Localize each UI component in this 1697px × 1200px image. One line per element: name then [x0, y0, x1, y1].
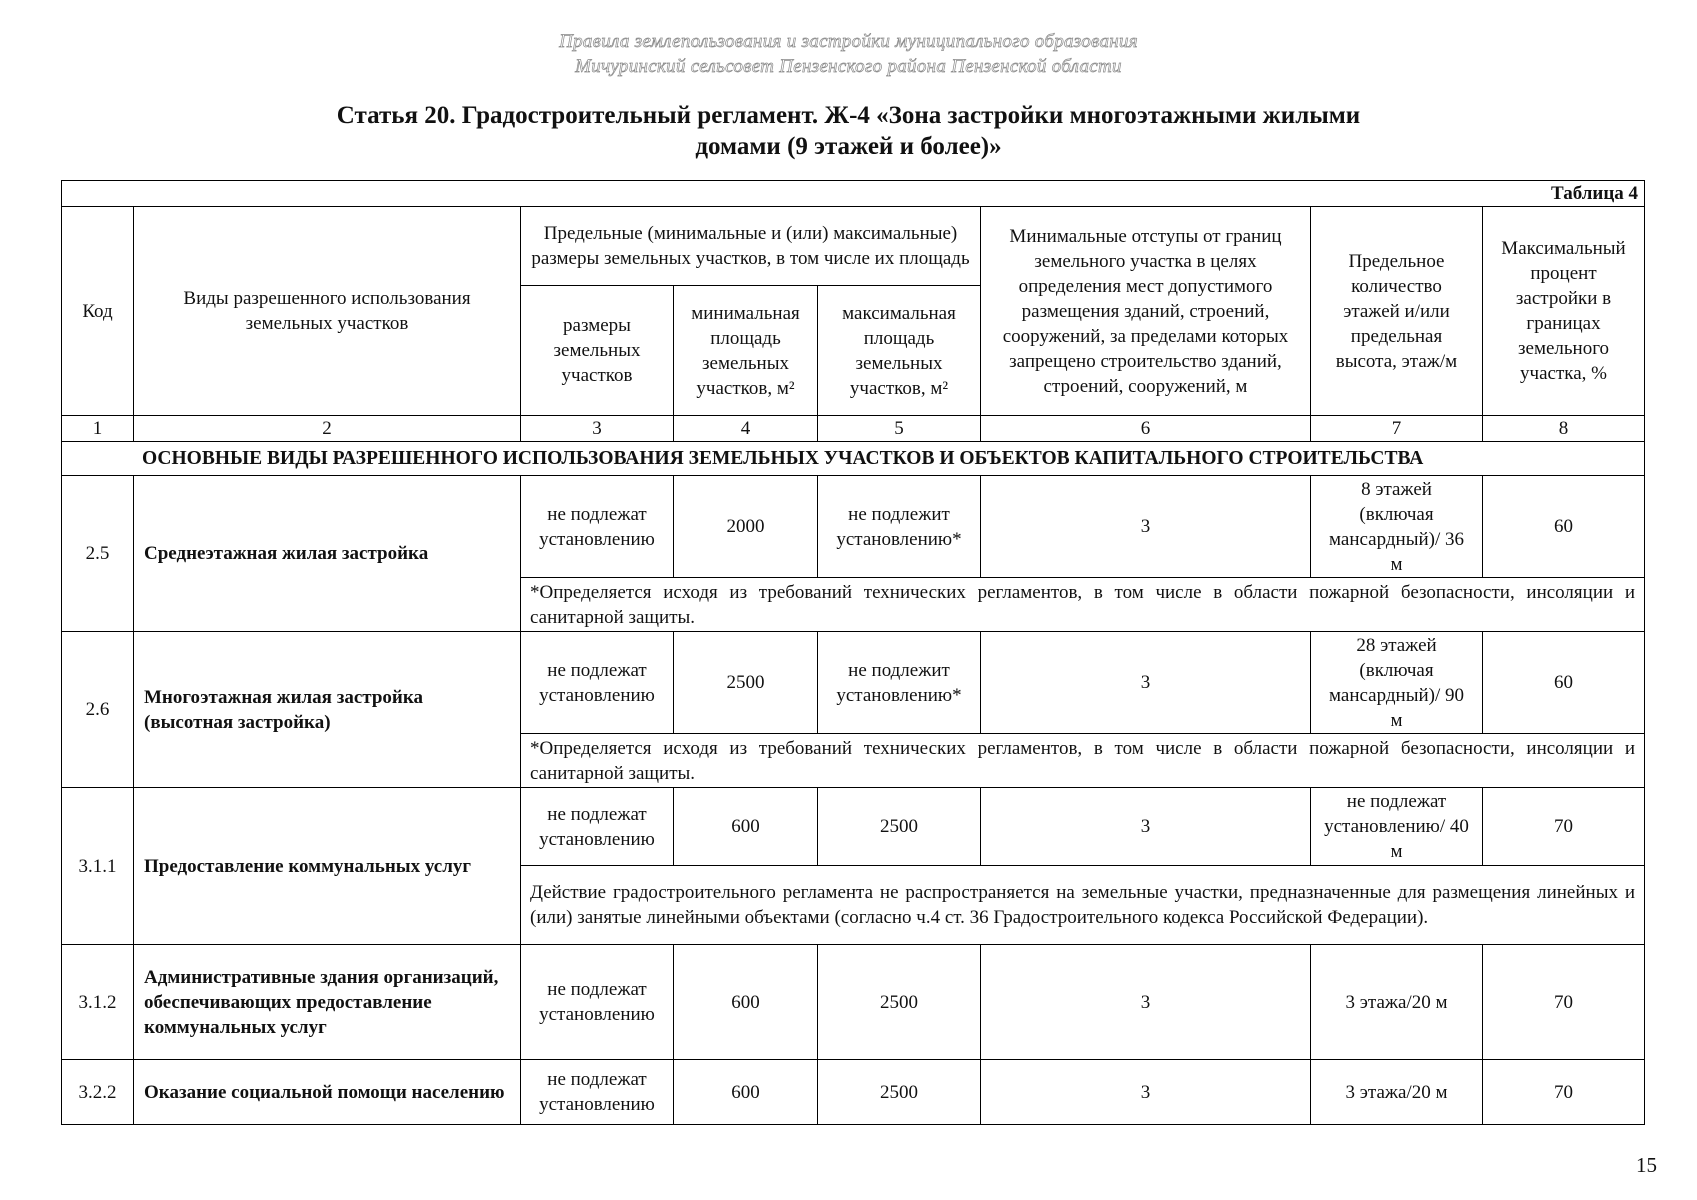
column-header-max-area: максимальная площадь земельных участков, м² [818, 286, 981, 416]
column-header-coverage: Максимальный процент застройки в границах земельного участка, % [1483, 207, 1645, 416]
table-row [62, 632, 1645, 734]
row-max-area: 2500 [818, 1060, 981, 1125]
row-coverage: 70 [1483, 945, 1645, 1060]
row-floors: 28 этажей (включая мансардный)/ 90 м [1311, 632, 1483, 734]
row-max-area: 2500 [818, 945, 981, 1060]
article-title [0, 100, 1697, 162]
row-coverage: 60 [1483, 476, 1645, 578]
row-coverage: 70 [1483, 788, 1645, 866]
row-plot-sizes: не подлежат установлению [521, 945, 674, 1060]
row-code: 2.6 [62, 632, 134, 788]
column-header-plot-limits: Предельные (минимальные и (или) максимальные) размеры земельных участков, в том числе их площадь [521, 207, 981, 286]
section-heading: ОСНОВНЫЕ ВИДЫ РАЗРЕШЕННОГО ИСПОЛЬЗОВАНИЯ ЗЕМЕЛЬНЫХ УЧАСТКОВ И ОБЪЕКТОВ КАПИТАЛЬНОГО СТРОИТЕЛЬСТВА [62, 442, 1645, 476]
row-floors: не подлежат установлению/ 40 м [1311, 788, 1483, 866]
row-plot-sizes: не подлежат установлению [521, 1060, 674, 1125]
column-number: 5 [818, 416, 981, 442]
row-setback: 3 [981, 788, 1311, 866]
table-row [62, 788, 1645, 866]
table-label: Таблица 4 [62, 181, 1645, 207]
column-header-min-area: минимальная площадь земельных участков, м² [674, 286, 818, 416]
regulation-table [61, 180, 1645, 1125]
row-note: *Определяется исходя из требований технических регламентов, в том числе в области пожарной безопасности, инсоляции и санитарной защиты. [521, 734, 1645, 788]
row-floors: 3 этажа/20 м [1311, 945, 1483, 1060]
row-floors: 3 этажа/20 м [1311, 1060, 1483, 1125]
row-use-name: Многоэтажная жилая застройка (высотная застройка) [134, 632, 521, 788]
row-setback: 3 [981, 945, 1311, 1060]
column-number: 1 [62, 416, 134, 442]
row-max-area: не подлежит установлению* [818, 632, 981, 734]
row-min-area: 600 [674, 1060, 818, 1125]
article-title-line-1: Статья 20. Градостроительный регламент. Ж-4 «Зона застройки многоэтажными жилыми [336, 102, 1361, 129]
column-number: 3 [521, 416, 674, 442]
row-code: 3.2.2 [62, 1060, 134, 1125]
column-header-use-type: Виды разрешенного использования земельных участков [134, 207, 521, 416]
row-code: 3.1.2 [62, 945, 134, 1060]
column-header-plot-sizes: размеры земельных участков [521, 286, 674, 416]
row-use-name: Предоставление коммунальных услуг [134, 788, 521, 945]
row-use-name: Среднеэтажная жилая застройка [134, 476, 521, 632]
table-row [62, 945, 1645, 1060]
table-row [62, 1060, 1645, 1125]
row-note: *Определяется исходя из требований технических регламентов, в том числе в области пожарной безопасности, инсоляции и санитарной защиты. [521, 578, 1645, 632]
page-number: 15 [1636, 1153, 1657, 1177]
row-min-area: 600 [674, 945, 818, 1060]
row-use-name: Административные здания организаций, обеспечивающих предоставление коммунальных услуг [134, 945, 521, 1060]
column-number: 8 [1483, 416, 1645, 442]
row-min-area: 600 [674, 788, 818, 866]
row-setback: 3 [981, 476, 1311, 578]
row-setback: 3 [981, 632, 1311, 734]
running-header-line-1: Правила землепользования и застройки муниципального образования [559, 31, 1138, 52]
row-plot-sizes: не подлежат установлению [521, 476, 674, 578]
column-header-floors: Предельное количество этажей и/или предельная высота, этаж/м [1311, 207, 1483, 416]
column-number: 6 [981, 416, 1311, 442]
row-plot-sizes: не подлежат установлению [521, 788, 674, 866]
column-header-code: Код [62, 207, 134, 416]
row-code: 2.5 [62, 476, 134, 632]
column-header-setbacks: Минимальные отступы от границ земельного участка в целях определения мест допустимого размещения зданий, строений, сооружений, за пределами которых запрещено строительство зданий, строений, сооружений, м [981, 207, 1311, 416]
row-floors: 8 этажей (включая мансардный)/ 36 м [1311, 476, 1483, 578]
row-max-area: 2500 [818, 788, 981, 866]
row-setback: 3 [981, 1060, 1311, 1125]
row-min-area: 2500 [674, 632, 818, 734]
row-plot-sizes: не подлежат установлению [521, 632, 674, 734]
row-coverage: 70 [1483, 1060, 1645, 1125]
row-min-area: 2000 [674, 476, 818, 578]
running-header-line-2: Мичуринский сельсовет Пензенского района Пензенской области [575, 56, 1122, 77]
column-number: 2 [134, 416, 521, 442]
column-number: 4 [674, 416, 818, 442]
row-max-area: не подлежит установлению* [818, 476, 981, 578]
row-use-name: Оказание социальной помощи населению [134, 1060, 521, 1125]
row-note: Действие градостроительного регламента не распространяется на земельные участки, предназначенные для размещения линейных и (или) занятые линейными объектами (согласно ч.4 ст. 36 Градостроительного кодекса Российской Федерации). [521, 866, 1645, 945]
row-code: 3.1.1 [62, 788, 134, 945]
article-title-line-2: домами (9 этажей и более)» [695, 133, 1002, 160]
row-coverage: 60 [1483, 632, 1645, 734]
table-row [62, 476, 1645, 578]
column-number: 7 [1311, 416, 1483, 442]
